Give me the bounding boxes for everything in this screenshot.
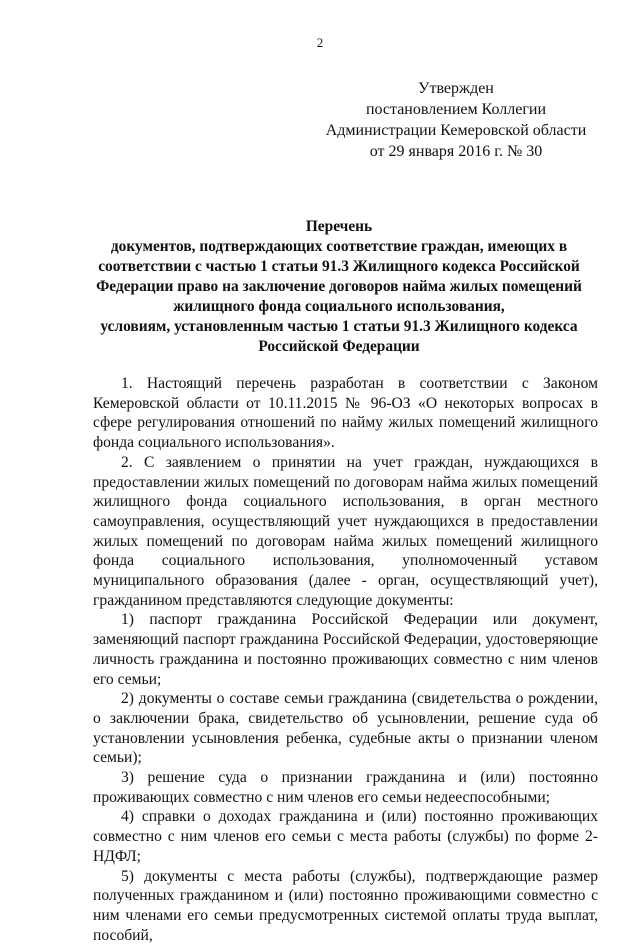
title-line: условиям, установленным частью 1 статьи 91.3 Жилищного кодекса [100, 318, 578, 335]
paragraph-1: 1. Настоящий перечень разработан в соответствии с Законом Кемеровской области от 10.11.2015 № 96-ОЗ «О некоторых вопросах в сфере регулирования отношений по найму жилых помещений жилищного фонда социального использования». [93, 375, 598, 452]
paragraph-2: 2. С заявлением о принятии на учет граждан, нуждающихся в предоставлении жилых помещений по договорам найма жилых помещений жилищного фонда социального использования, в орган местного самоуправления, осуществляющий учет нуждающихся в предоставлении жилых помещений по договорам найма жилых помещений жилищного фонда социального использования, уполномоченный уставом муниципального образования (далее - орган, осуществляющий учет), гражданином представляются следующие документы: [93, 453, 598, 609]
list-item-1: 1) паспорт гражданина Российской Федерации или документ, заменяющий паспорт гражданина Российской Федерации, удостоверяющие личность гражданина и постоянно проживающих совместно с ним членов его семьи; [93, 611, 598, 688]
approval-block [320, 78, 592, 162]
title-line: документов, подтверждающих соответствие граждан, имеющих в [110, 238, 568, 255]
list-item-5: 5) документы с места работы (службы), подтверждающие размер полученных гражданином и (или) постоянно проживающими совместно с ним членами его семьи предусмотренных системой оплаты труда выплат, пособий, [93, 867, 598, 944]
list-item-4: 4) справки о доходах гражданина и (или) постоянно проживающих совместно с ним членов его семьи с места работы (службы) по форме 2-НДФЛ; [93, 808, 598, 865]
page-number: 2 [316, 35, 324, 50]
list-item-3: 3) решение суда о признании гражданина и (или) постоянно проживающих совместно с ним членов его семьи недееспособными; [93, 769, 598, 806]
approval-line: постановлением Коллегии [365, 101, 547, 118]
document-body [93, 374, 598, 945]
approval-line: Утвержден [418, 80, 494, 97]
title-line: соответствии с частью 1 статьи 91.3 Жилищного кодекса Российской [98, 258, 580, 275]
approval-line: Администрации Кемеровской области [325, 122, 587, 139]
title-line: Российской Федерации [258, 338, 420, 355]
document-title [95, 217, 583, 357]
title-line: Перечень [305, 218, 373, 235]
title-line: жилищного фонда социального использования, [173, 298, 505, 315]
list-item-2: 2) документы о составе семьи гражданина (свидетельства о рождении, о заключении брака, свидетельство об усыновлении, решение суда об установлении усыновления ребенка, судебные акты о признании членом семьи); [93, 690, 598, 767]
approval-line: от 29 января 2016 г. № 30 [369, 143, 543, 160]
title-line: Федерации право на заключение договоров найма жилых помещений [96, 278, 582, 295]
